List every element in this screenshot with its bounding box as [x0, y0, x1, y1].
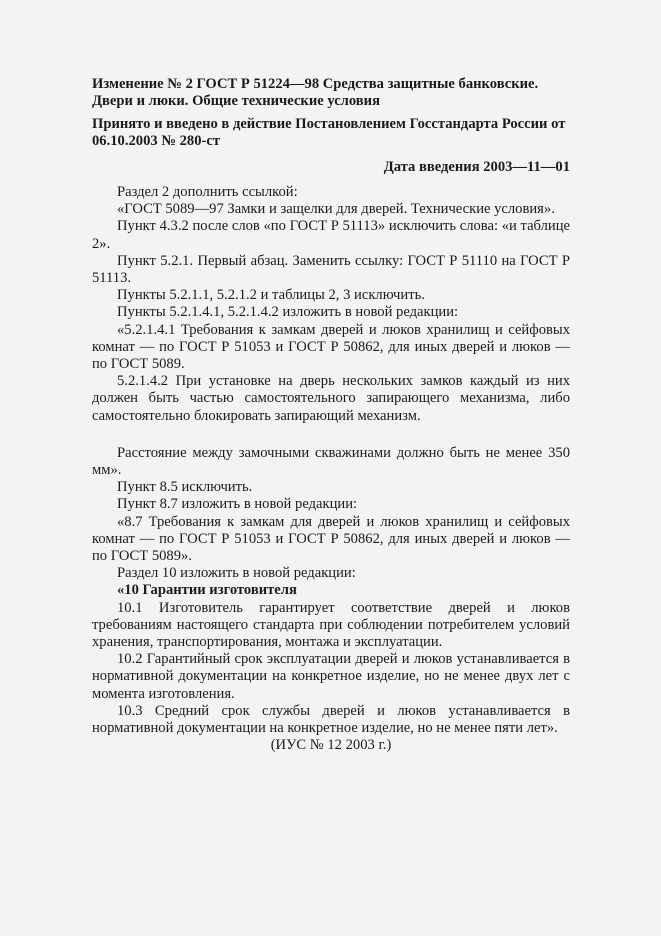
paragraph: «8.7 Требования к замкам для дверей и люков хранилищ и сейфовых комнат — по ГОСТ Р 51053 и ГОСТ Р 50862, для иных дверей и люков — по ГОСТ 5089». — [92, 513, 570, 565]
paragraph: 5.2.1.4.2 При установке на дверь нескольких замков каждый из них должен быть частью самостоятельного запирающего механизма, либо самостоятельно блокировать запирающий механизм. — [92, 373, 570, 424]
paragraph: 10.3 Средний срок службы дверей и люков устанавливается в нормативной документации на конкретное изделие, но не менее пяти лет». — [92, 702, 570, 737]
paragraph: 10.1 Изготовитель гарантирует соответствие дверей и люков требованиям настоящего стандарта при соблюдении потребителем условий хранения, транспортирования, монтажа и эксплуатации. — [92, 599, 570, 651]
amendment-title: Изменение № 2 ГОСТ Р 51224—98 Средства защитные банковские. Двери и люки. Общие технические условия — [92, 76, 539, 109]
paragraph: Пункт 8.5 исключить. — [117, 479, 253, 496]
paragraph: «ГОСТ 5089—97 Замки и защелки для дверей. Технические условия». — [117, 201, 555, 218]
effective-date: Дата введения 2003—11—01 — [383, 159, 570, 175]
paragraph: Пункты 5.2.1.1, 5.2.1.2 и таблицы 2, 3 исключить. — [117, 287, 425, 304]
section-heading: «10 Гарантии изготовителя — [117, 582, 297, 599]
paragraph: Раздел 10 изложить в новой редакции: — [117, 565, 356, 582]
paragraph: «5.2.1.4.1 Требования к замкам дверей и люков хранилищ и сейфовых комнат — по ГОСТ Р 51053 и ГОСТ Р 50862, для иных дверей и люков — по ГОСТ 5089. — [92, 321, 570, 373]
paragraph: Пункты 5.2.1.4.1, 5.2.1.4.2 изложить в новой редакции: — [117, 304, 459, 321]
source-reference: (ИУС № 12 2003 г.) — [270, 737, 392, 754]
document-content — [92, 76, 570, 755]
adoption-statement: Принято и введено в действие Постановлением Госстандарта России от 06.10.2003 № 280-ст — [92, 116, 566, 149]
paragraph: Пункт 8.7 изложить в новой редакции: — [117, 496, 358, 513]
document-body — [92, 184, 570, 755]
paragraph: Раздел 2 дополнить ссылкой: — [117, 184, 298, 200]
paragraph: Расстояние между замочными скважинами должно быть не менее 350 мм». — [92, 444, 570, 479]
paragraph: Пункт 5.2.1. Первый абзац. Заменить ссылку: ГОСТ Р 51110 на ГОСТ Р 51113. — [92, 252, 570, 287]
paragraph: 10.2 Гарантийный срок эксплуатации дверей и люков устанавливается в нормативной документации на конкретное изделие, но не менее двух лет с момента изготовления. — [92, 651, 570, 702]
paragraph: Пункт 4.3.2 после слов «по ГОСТ Р 51113» исключить слова: «и таблице 2». — [92, 218, 570, 252]
